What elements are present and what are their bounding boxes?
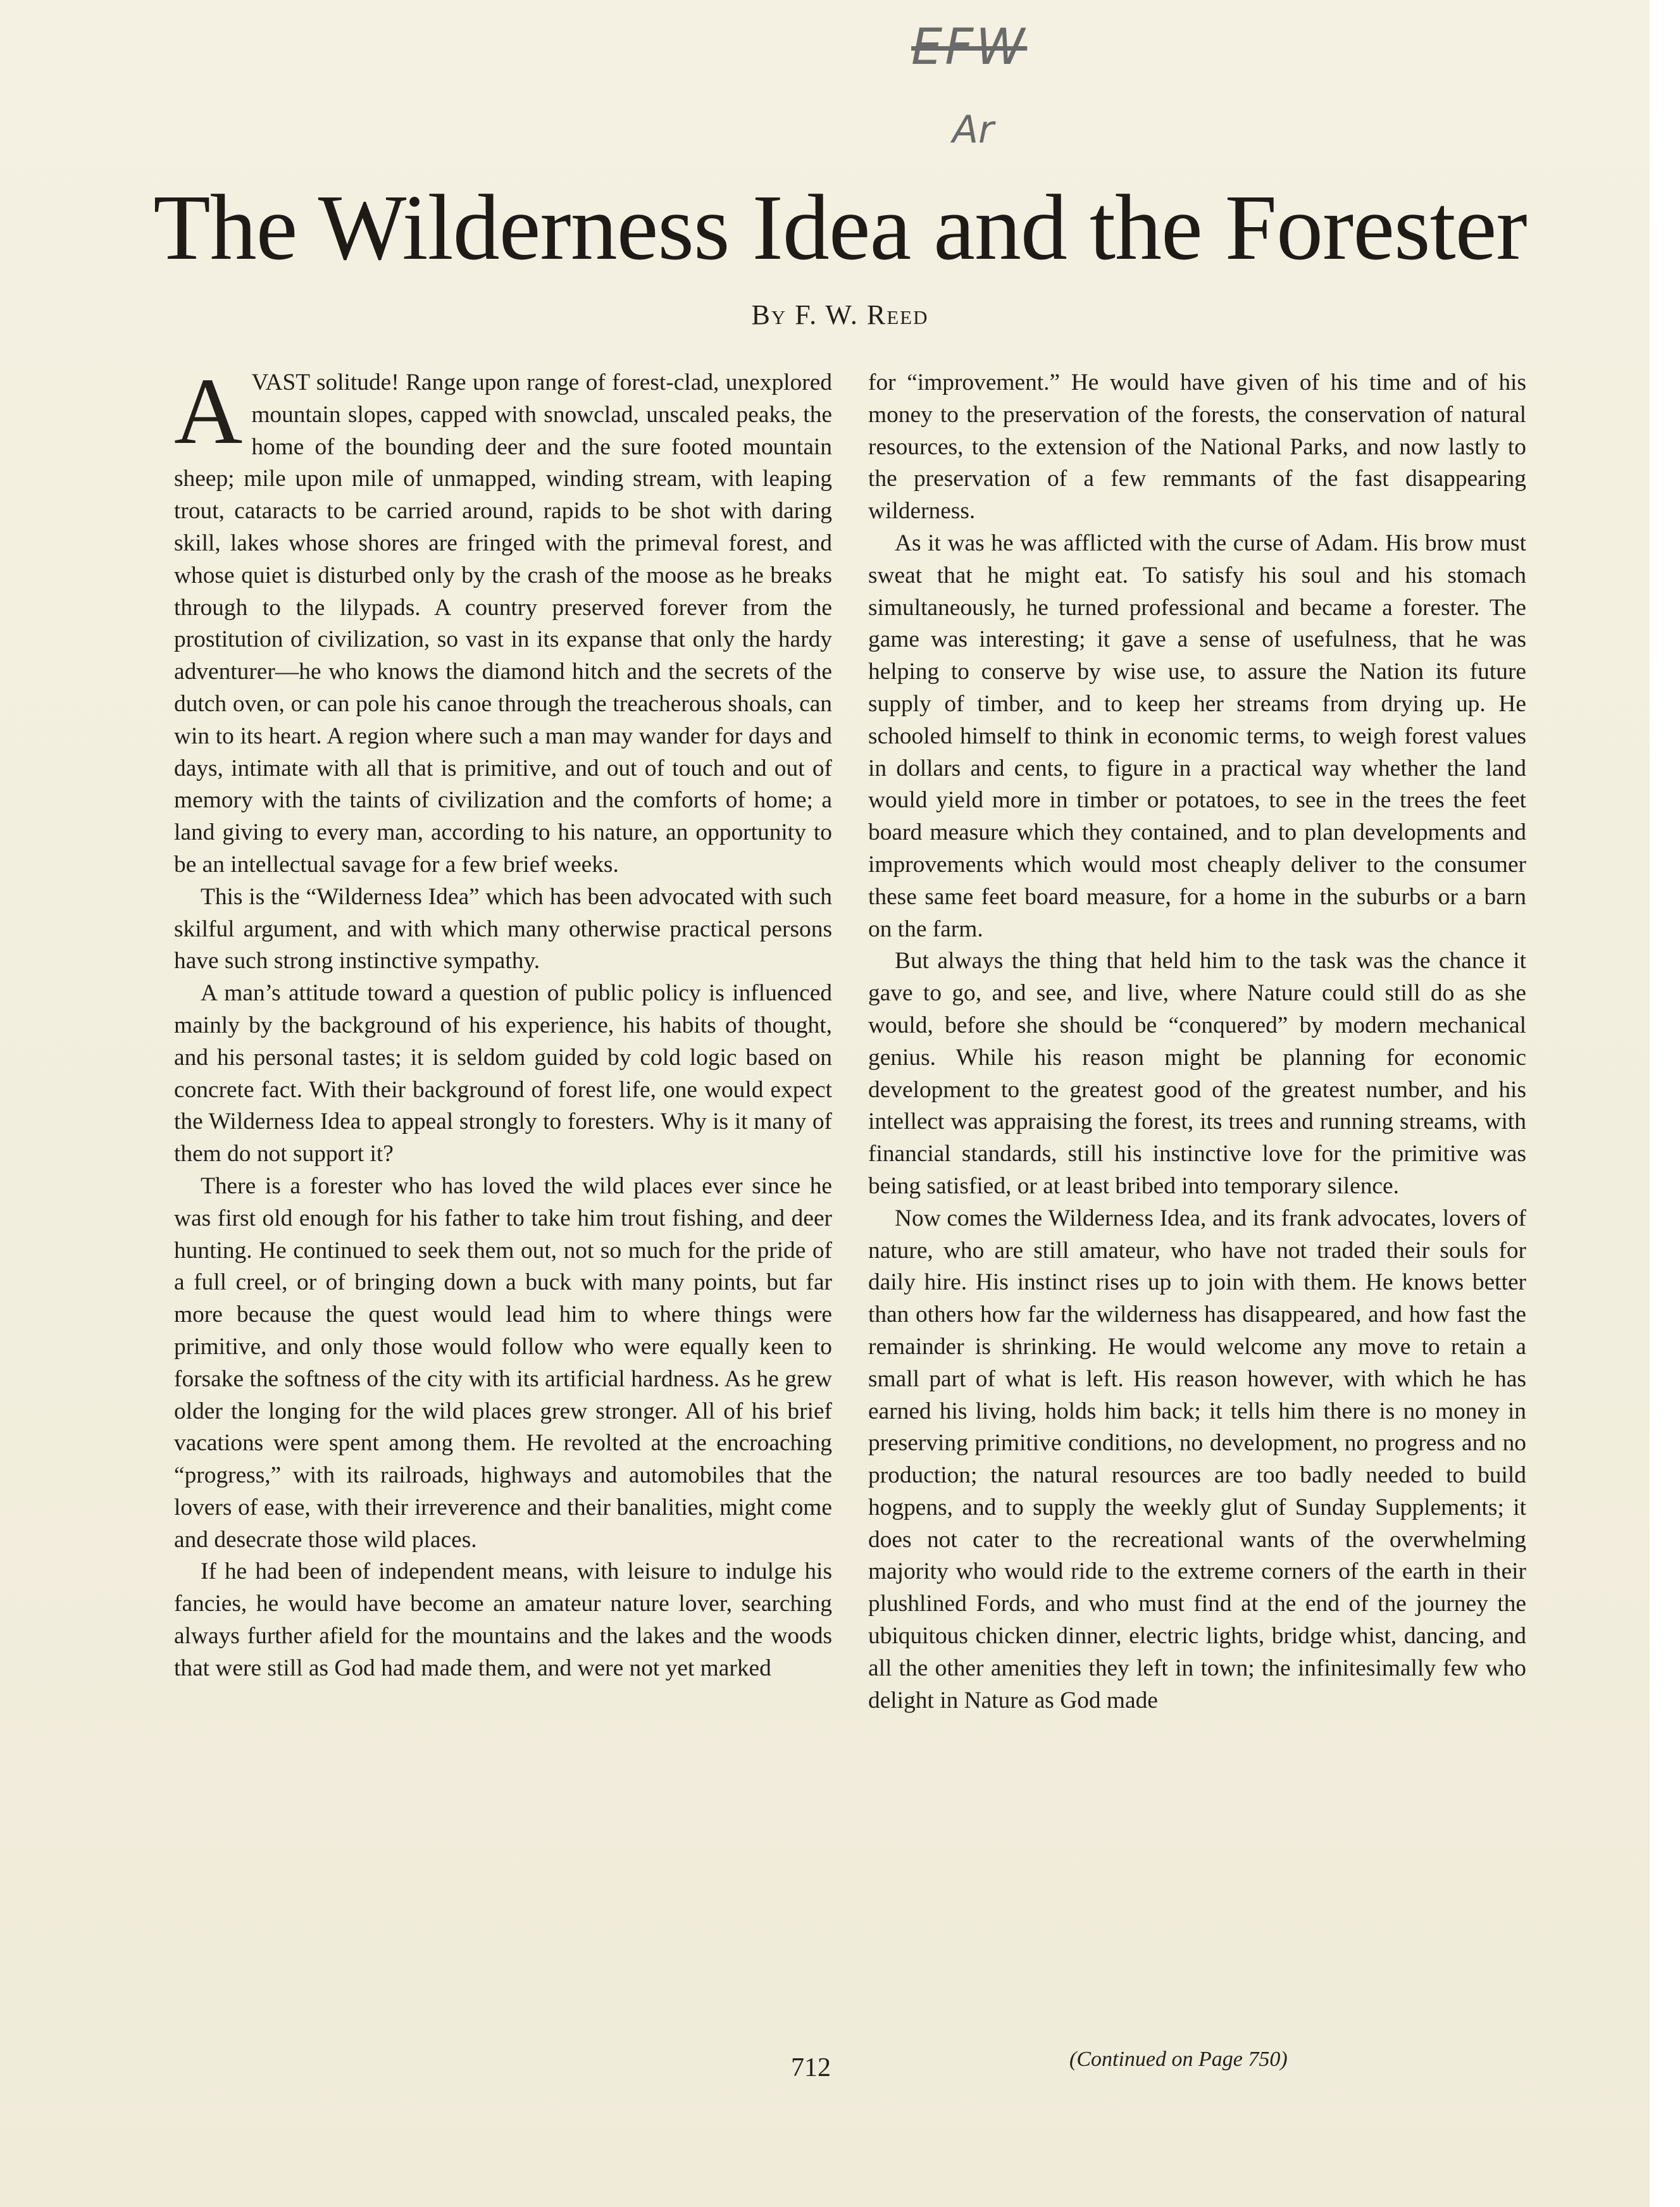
paragraph: A man’s attitude toward a question of public policy is influenced mainly by the background of his experience, his habits of thought, and his personal tastes; it is seldom guided by cold logic based on concrete fact. With their background of forest life, one would expect the Wilderness Idea to appeal strongly to foresters. Why is it many of them do not support it?	[174, 980, 832, 1167]
opening-paragraph-text: VAST solitude! Range upon range of forest-clad, unexplored mountain slopes, capped with snowclad, unscaled peaks, the home of the bounding deer and the sure footed mountain sheep; mile upon mile of unmapped, winding stream, with leaping trout, cataracts to be carried around, rapids to be shot with daring skill, lakes whose shores are fringed with the primeval forest, and whose quiet is disturbed only by the crash of the moose as he breaks through to the lilypads. A country preserved forever from the prostitution of civilization, so vast in its expanse that only the hardy adventurer—he who knows the diamond hitch and the secrets of the dutch oven, or can pole his canoe through the treacherous shoals, can win to its heart. A region where such a man may wander for days and days, intimate with all that is primitive, and out of touch and out of memory with the taints of civilization and the comforts of home; a land giving to every man, according to his nature, an opportunity to be an intellectual savage for a few brief weeks.	[174, 370, 832, 878]
drop-cap: A	[174, 359, 243, 464]
torn-page-edge	[1650, 0, 1680, 2207]
paragraph: If he had been of independent means, with leisure to indulge his fancies, he would have become an amateur nature lover, searching always further afield for the mountains and the lakes and the woods that were still as God had made them, and were not yet marked	[174, 1558, 832, 1681]
handwritten-mark-annotation: Ar	[952, 108, 994, 152]
continued-paragraph: for “improvement.” He would have given of his time and of his money to the preservation of the forests, the conservation of natural resources, to the extension of the National Parks, and now lastly to the preservation of a few remmants of the fast disappearing wilderness.	[868, 370, 1526, 525]
opening-paragraph	[174, 359, 832, 881]
page-number: 712	[791, 2053, 831, 2082]
article-title: The Wilderness Idea and the Forester	[153, 176, 1527, 280]
paragraph: As it was he was afflicted with the curse of Adam. His brow must sweat that he might eat. To satisfy his soul and his stomach simultaneously, he turned professional and became a forester. The game was interesting; it gave a sense of usefulness, that he was helping to conserve by wise use, to assure the Nation its future supply of timber, and to keep her streams from drying up. He schooled himself to think in economic terms, to weigh forest values in dollars and cents, to figure in a practical way whether the land would yield more in timber or potatoes, to see in the trees the feet board measure which they contained, and to plan developments and improvements which would most cheaply deliver to the consumer these same feet board measure, for a home in the suburbs or a barn on the farm.	[868, 530, 1526, 942]
article-byline: By F. W. Reed	[751, 299, 929, 330]
paragraph: There is a forester who has loved the wild places ever since he was first old enough for his father to take him trout fishing, and deer hunting. He continued to seek them out, not so much for the pride of a full creel, or of bringing down a buck with many points, but far more because the quest would lead him to where things were primitive, and only those would follow who were equally keen to forsake the softness of the city with its artificial hardness. As he grew older the longing for the wild places grew stronger. All of his brief vacations were spent among them. He revolted at the encroaching “progress,” with its railroads, highways and automobiles that the lovers of ease, with their irreverence and their banalities, might come and desecrate those wild places.	[174, 1172, 832, 1553]
paragraph: This is the “Wilderness Idea” which has been advocated with such skilful argument, and with which many otherwise practical persons have such strong instinctive sympathy.	[174, 883, 832, 974]
paragraph: But always the thing that held him to the task was the chance it gave to go, and see, and live, where Nature could still do as she would, before she should be “conquered” by modern mechanical genius. While his reason might be planning for economic development to the greatest good of the greatest number, and his intellect was appraising the forest, its trees and running streams, with financial standards, still his instinctive love for the primitive was being satisfied, or at least bribed into temporary silence.	[868, 948, 1526, 1199]
handwritten-initials-annotation: EFW	[911, 19, 1028, 76]
paragraph: Now comes the Wilderness Idea, and its frank advocates, lovers of nature, who are still amateur, who have not traded their souls for daily hire. His instinct rises up to join with them. He knows better than others how far the wilderness has disappeared, and how fast the remainder is shrinking. He would welcome any move to retain a small part of what is left. His reason however, with which he has earned his living, holds him back; it tells him there is no money in preserving primitive conditions, no development, no progress and no production; the natural resources are too badly needed to build hogpens, and to supply the weekly glut of Sunday Supplements; it does not cater to the recreational wants of the overwhelming majority who would ride to the extreme corners of the earth in their plushlined Fords, and who must find at the end of the journey the ubiquitous chicken dinner, electric lights, bridge whist, dancing, and all the other amenities they left in town; the infinitesimally few who delight in Nature as God made	[868, 1205, 1526, 1713]
left-column	[174, 359, 832, 1685]
right-column	[868, 367, 1526, 1717]
continued-on-notice: (Continued on Page 750)	[1069, 2048, 1288, 2071]
